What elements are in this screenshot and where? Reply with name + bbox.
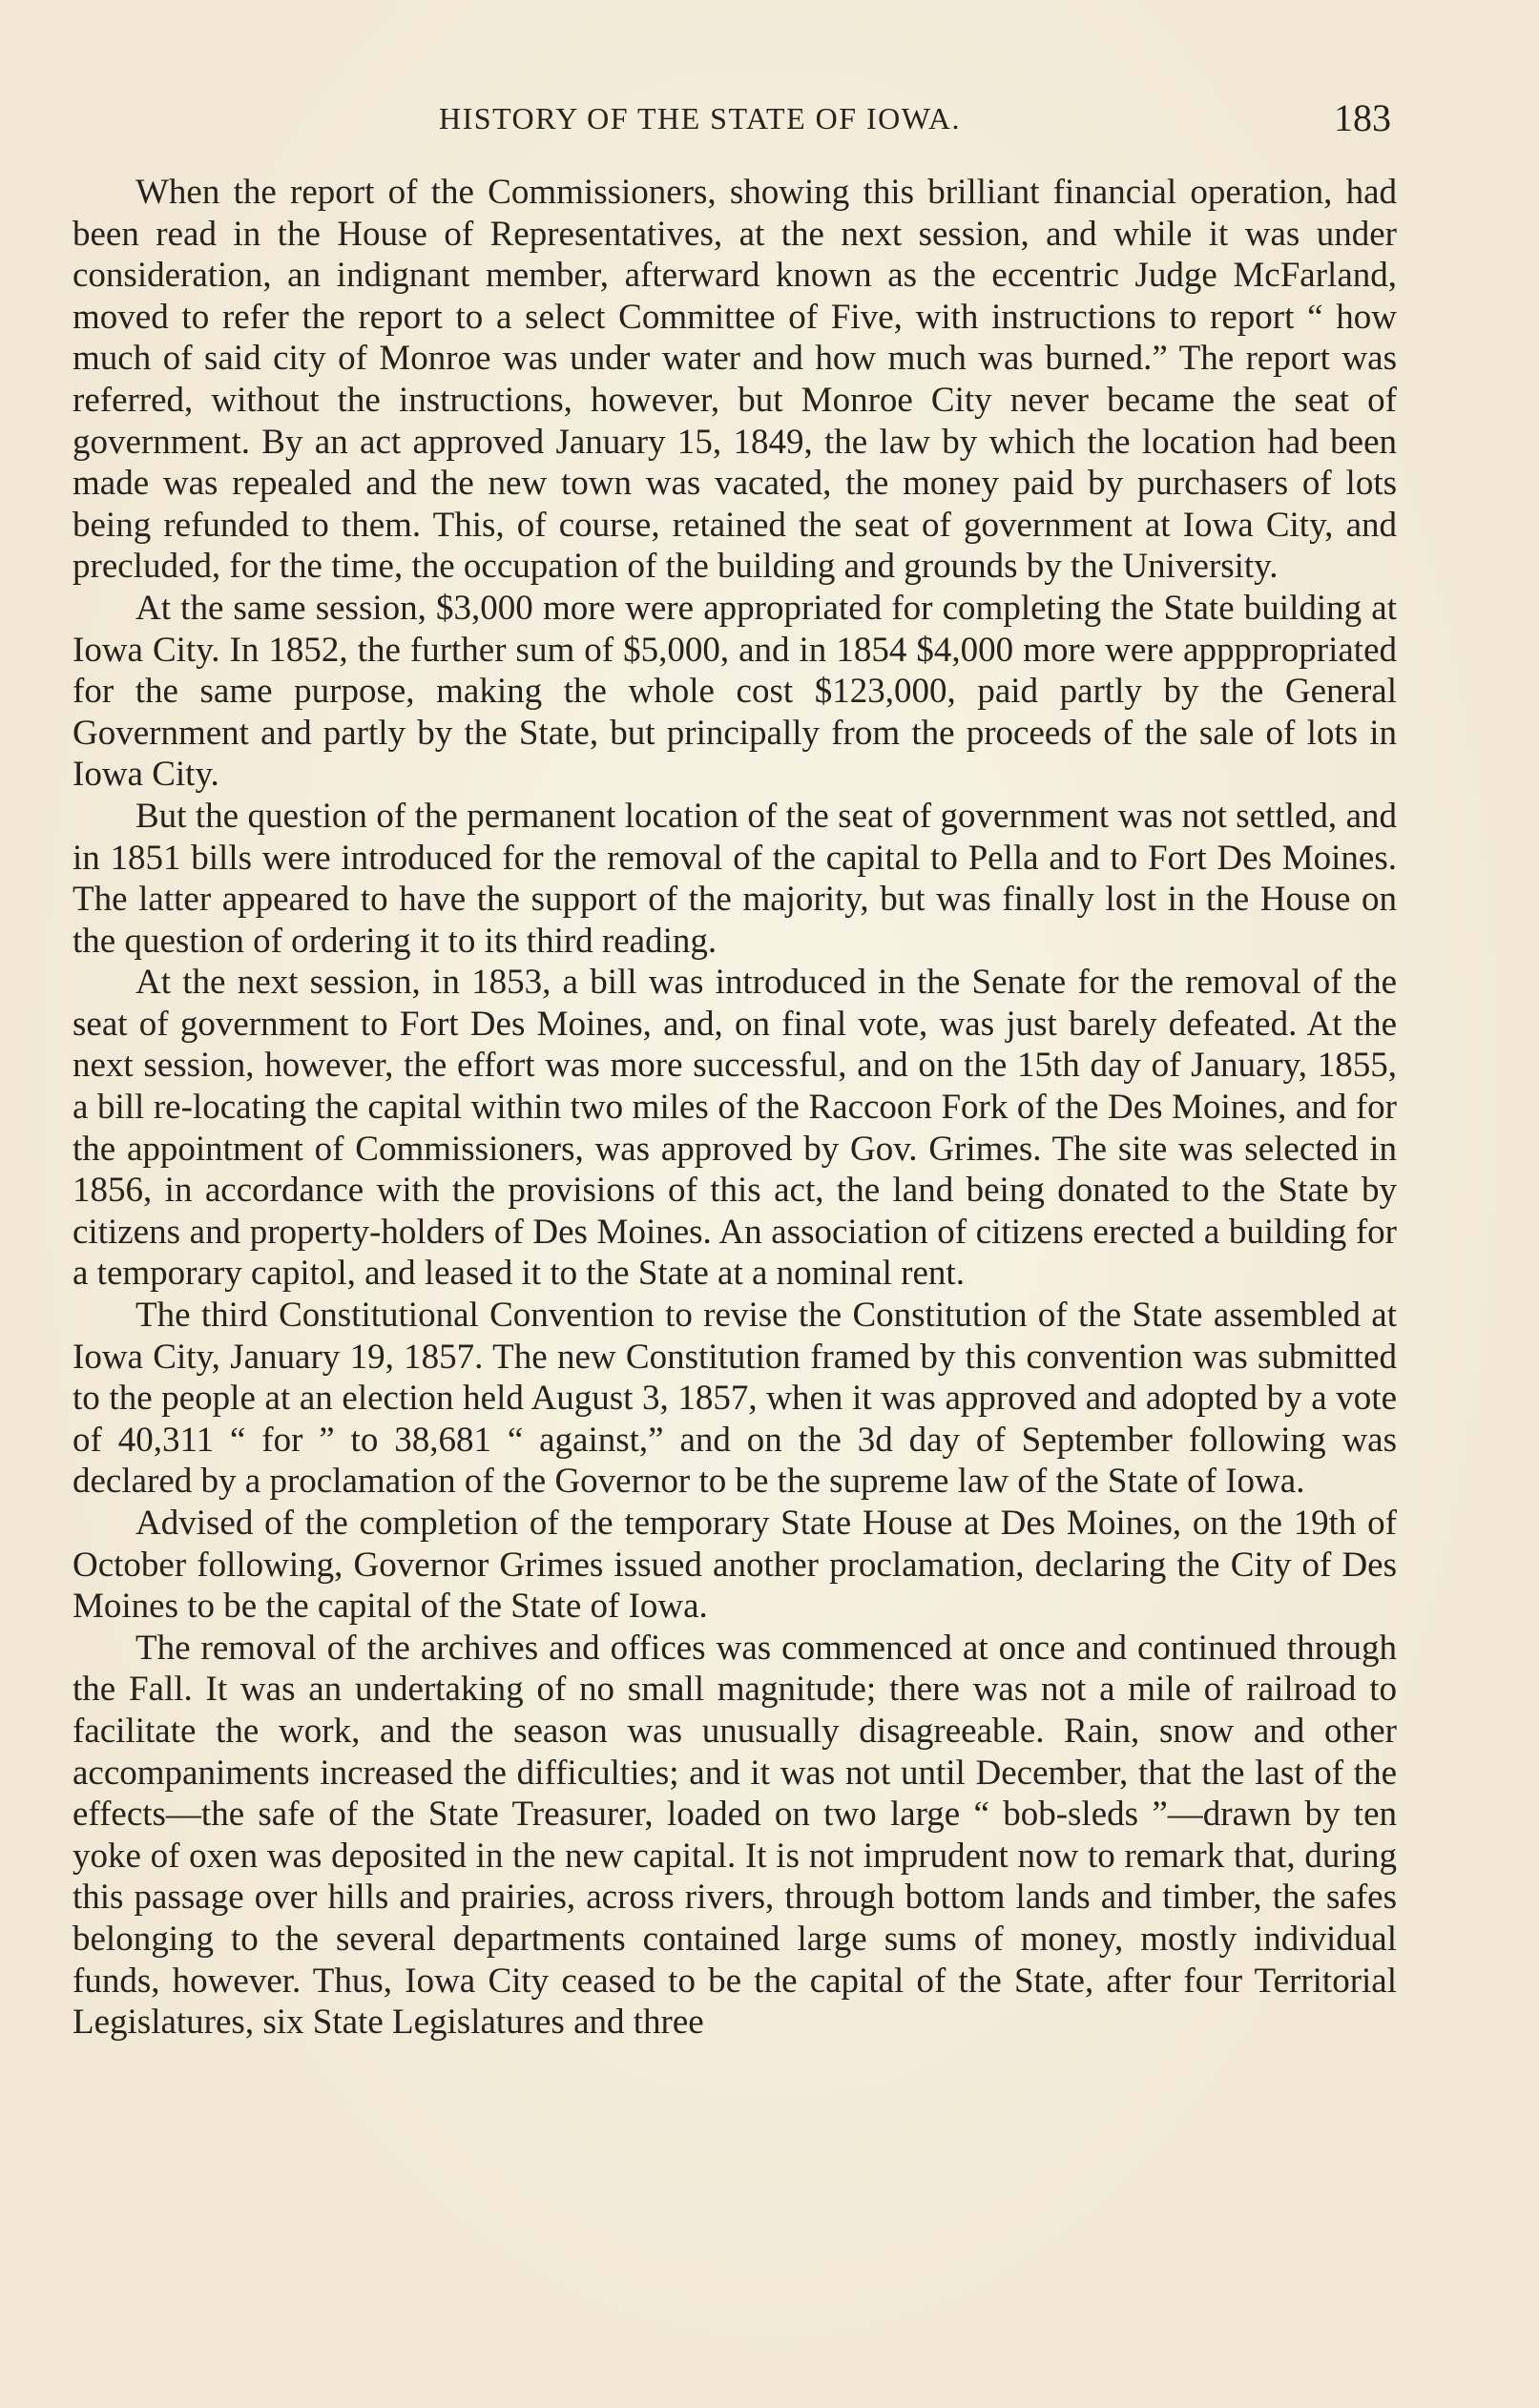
paragraph-relocation-bill: At the next session, in 1853, a bill was introduced in the Senate for the removal of the seat of government to Fort Des Moines, and, on final vote, was just barely defeated. At the next session, however, the effort was more successful, and on the 15th day of January, 1855, a bill re-locating the capital within two miles of the Raccoon Fork of the Des Moines, and for the appointment of Commissioners, was approved by Gov. Grimes. The site was selected in 1856, in accordance with the provisions of this act, the land being donated to the State by citizens and property-holders of Des Moines. An association of citizens erected a building for a temporary capitol, and leased it to the State at a nominal rent. xyxy=(73,963,1397,1294)
page-number: 183 xyxy=(1334,96,1391,139)
body-text xyxy=(73,172,1397,2044)
paragraph-state-building-appropriations: At the same session, $3,000 more were appropriated for completing the State building at Iowa City. In 1852, the further sum of $5,000, and in 1854 $4,000 more were appppropriated for the same purpose, making the whole cost $123,000, paid partly by the General Government and partly by the State, but principally from the proceeds of the sale of lots in Iowa City. xyxy=(73,588,1397,795)
paragraph-permanent-location: But the question of the permanent location of the seat of government was not settled, and in 1851 bills were introduced for the removal of the capital to Pella and to Fort Des Moines. The latter appeared to have the support of the majority, but was finally lost in the House on the question of ordering it to its third reading. xyxy=(73,796,1397,961)
paragraph-capital-proclamation: Advised of the completion of the temporary State House at Des Moines, on the 19th of October following, Governor Grimes issued another proclamation, declaring the City of Des Moines to be the capital of the State of Iowa. xyxy=(73,1504,1397,1627)
paragraph-removal-of-archives: The removal of the archives and offices was commenced at once and continued through the Fall. It was an undertaking of no small magnitude; there was not a mile of railroad to facilitate the work, and the season was unusually disagreeable. Rain, snow and other accompaniments increased the difficulties; and it was not until December, that the last of the effects—the safe of the State Treasurer, loaded on two large “ bob-sleds ”—drawn by ten yoke of oxen was deposited in the new capital. It is not imprudent now to remark that, during this passage over hills and prairies, across rivers, through bottom lands and timber, the safes belonging to the several departments contained large sums of money, mostly individual funds, however. Thus, Iowa City ceased to be the capital of the State, after four Territorial Legislatures, six State Legislatures and three xyxy=(73,1628,1397,2043)
paragraph-commissioners-report: When the report of the Commissioners, showing this brilliant financial operation, had been read in the House of Representatives, at the next session, and while it was under consideration, an indignant member, afterward known as the eccentric Judge McFarland, moved to refer the report to a select Committee of Five, with instructions to report “ how much of said city of Monroe was under water and how much was burned.” The report was referred, without the instructions, however, but Monroe City never became the seat of government. By an act approved January 15, 1849, the law by which the location had been made was repealed and the new town was vacated, the money paid by purchasers of lots being refunded to them. This, of course, retained the seat of government at Iowa City, and precluded, for the time, the occupation of the building and grounds by the University. xyxy=(73,173,1397,587)
running-title: HISTORY OF THE STATE OF IOWA. xyxy=(439,101,962,135)
running-head xyxy=(0,95,1539,153)
paragraph-constitutional-convention: The third Constitutional Convention to revise the Constitution of the State assembled at Iowa City, January 19, 1857. The new Constitution framed by this convention was submitted to the people at an election held August 3, 1857, when it was approved and adopted by a vote of 40,311 “ for ” to 38,681 “ against,” and on the 3d day of September following was declared by a proclamation of the Governor to be the supreme law of the State of Iowa. xyxy=(73,1296,1397,1502)
